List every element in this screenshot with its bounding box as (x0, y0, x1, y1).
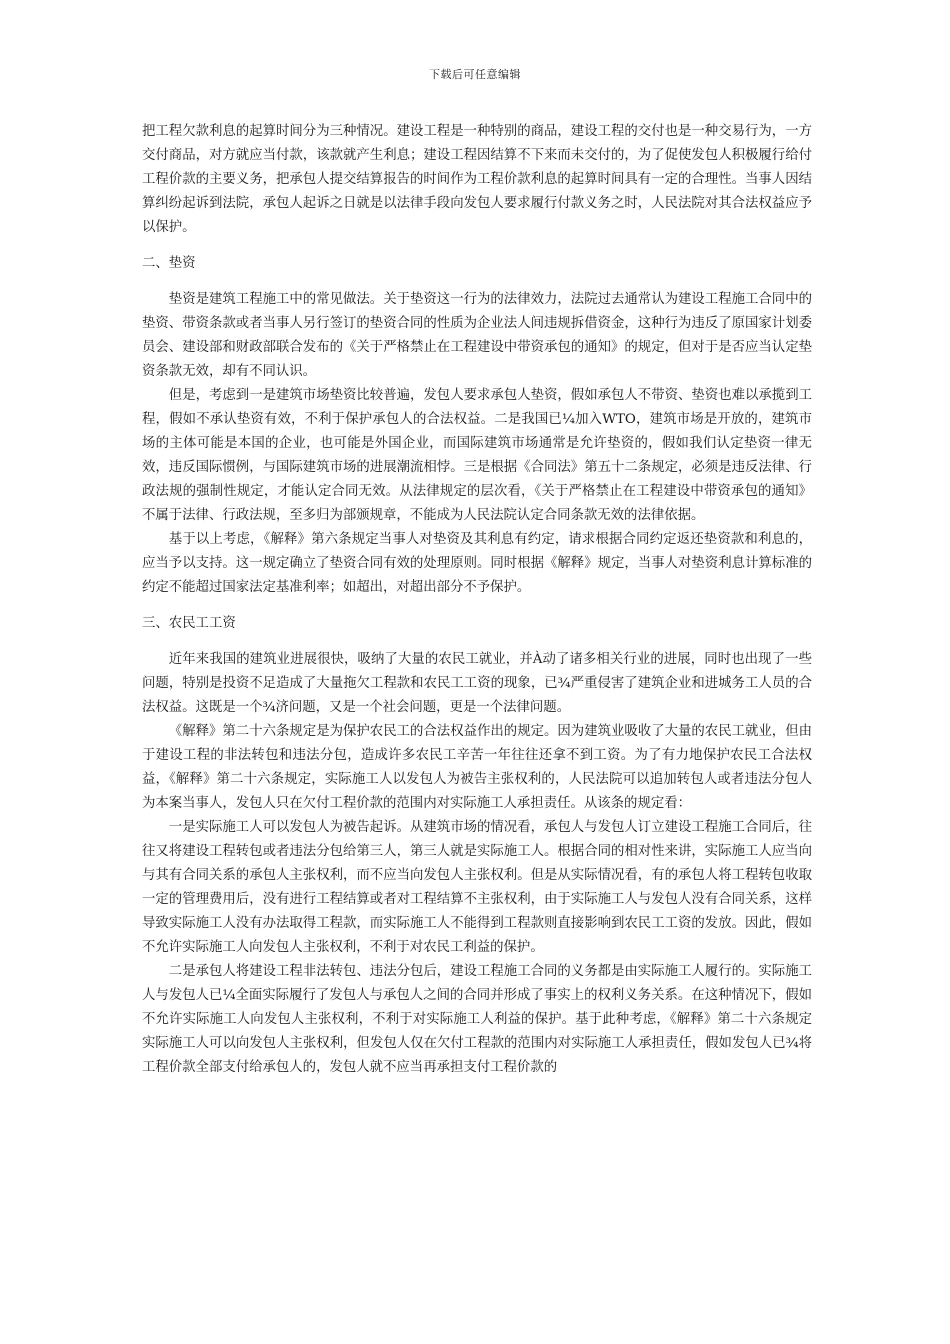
section-heading-dianzi: 二、垫资 (142, 256, 196, 271)
paragraph: 二是承包人将建设工程非法转包、违法分包后，建设工程施工合同的义务都是由实际施工人履行的。实际施工人与发包人已¼全面实际履行了发包人与承包人之间的合同并形成了事实上的权利义务关系。在这种情况下，假如不允许实际施工人向发包人主张权利，不利于对实际施工人利益的保护。基于此种考虑，《解释》第二十六条规定实际施工人可以向发包人主张权利，但发包人仅在欠付工程款的范围内对实际施工人承担责任，假如发包人已¾将工程价款全部支付给承包人的，发包人就不应当再承担支付工程价款的 (142, 964, 812, 1075)
document-body (142, 120, 812, 1080)
paragraph: 近年来我国的建筑业进展很快，吸纳了大量的农民工就业，并À动了诸多相关行业的进展，同时也出现了一些问题，特别是投资不足造成了大量拖欠工程款和农民工工资的现象，已¾严重侵害了建筑企业和进城务工人员的合法权益。这既是一个¾济问题，又是一个社会问题，更是一个法律问题。 (142, 652, 812, 715)
page-header: 下载后可任意编辑 (429, 68, 521, 81)
paragraph: 《解释》第二十六条规定是为保护农民工的合法权益作出的规定。因为建筑业吸收了大量的农民工就业，但由于建设工程的非法转包和违法分包，造成许多农民工辛苦一年往往还拿不到工资。为了有力地保护农民工合法权益，《解释》第二十六条规定，实际施工人以发包人为被告主张权利的，人民法院可以追加转包人或者违法分包人为本案当事人，发包人只在欠付工程价款的范围内对实际施工人承担责任。从该条的规定看： (142, 724, 812, 811)
paragraph: 基于以上考虑，《解释》第六条规定当事人对垫资及其利息有约定，请求根据合同约定返还垫资款和利息的，应当予以支持。这一规定确立了垫资合同有效的处理原则。同时根据《解释》规定，当事人对垫资利息计算标准的约定不能超过国家法定基准利率；如超出，对超出部分不予保护。 (142, 532, 812, 595)
paragraph: 垫资是建筑工程施工中的常见做法。关于垫资这一行为的法律效力，法院过去通常认为建设工程施工合同中的垫资、带资条款或者当事人另行签订的垫资合同的性质为企业法人间违规拆借资金，这种行为违反了原国家计划委员会、建设部和财政部联合发布的《关于严格禁止在工程建设中带资承包的通知》的规定，但对于是否应当认定垫资条款无效，却有不同认识。 (142, 292, 812, 379)
intro-paragraph: 把工程欠款利息的起算时间分为三种情况。建设工程是一种特别的商品，建设工程的交付也是一种交易行为，一方交付商品，对方就应当付款，该款就产生利息；建设工程因结算不下来而未交付的，为了促使发包人积极履行给付工程价款的主要义务，把承包人提交结算报告的时间作为工程价款利息的起算时间具有一定的合理性。当事人因结算纠纷起诉到法院，承包人起诉之日就是以法律手段向发包人要求履行付款义务之时，人民法院对其合法权益应予以保护。 (142, 124, 812, 235)
section-heading-nongmingong: 三、农民工工资 (142, 616, 236, 631)
paragraph: 但是，考虑到一是建筑市场垫资比较普遍，发包人要求承包人垫资，假如承包人不带资、垫资也难以承揽到工程，假如不承认垫资有效，不利于保护承包人的合法权益。二是我国已¼加入WTO，建筑市场是开放的，建筑市场的主体可能是本国的企业，也可能是外国企业，而国际建筑市场通常是允许垫资的，假如我们认定垫资一律无效，违反国际惯例，与国际建筑市场的进展潮流相悖。三是根据《合同法》第五十二条规定，必须是违反法律、行政法规的强制性规定，才能认定合同无效。从法律规定的层次看，《关于严格禁止在工程建设中带资承包的通知》不属于法律、行政法规，至多归为部颁规章，不能成为人民法院认定合同条款无效的法律依据。 (142, 388, 812, 523)
paragraph: 一是实际施工人可以发包人为被告起诉。从建筑市场的情况看，承包人与发包人订立建设工程施工合同后，往往又将建设工程转包或者违法分包给第三人，第三人就是实际施工人。根据合同的相对性来讲，实际施工人应当向与其有合同关系的承包人主张权利，而不应当向发包人主张权利。但是从实际情况看，有的承包人将工程转包收取一定的管理费用后，没有进行工程结算或者对工程结算不主张权利，由于实际施工人与发包人没有合同关系，这样导致实际施工人没有办法取得工程款，而实际施工人不能得到工程款则直接影响到农民工工资的发放。因此，假如不允许实际施工人向发包人主张权利，不利于对农民工利益的保护。 (142, 820, 812, 955)
